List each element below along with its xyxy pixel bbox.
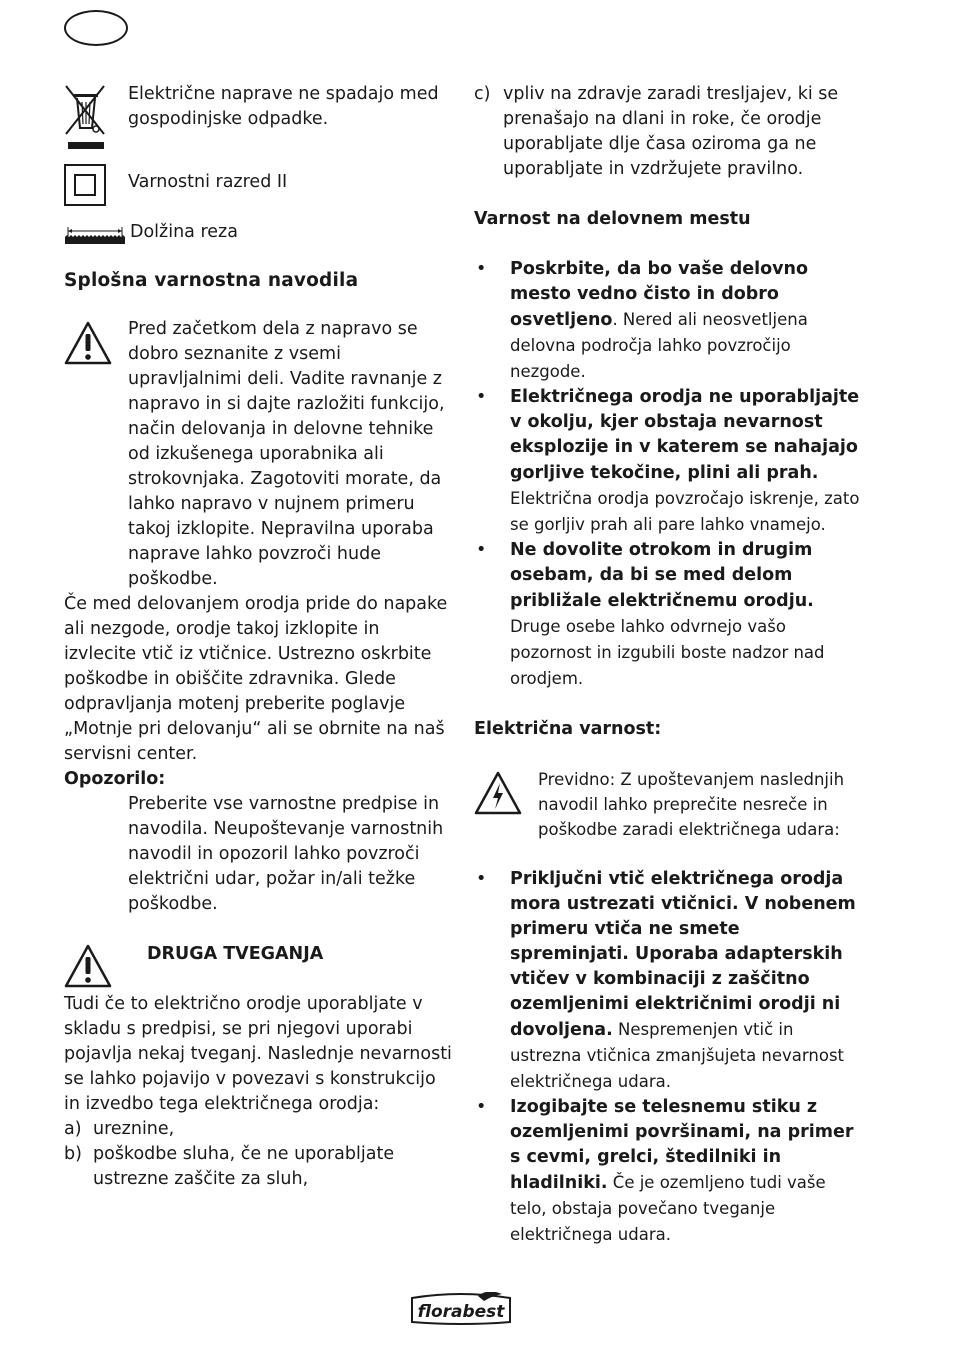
workplace-list xyxy=(474,257,864,692)
risk-item-letter: c) xyxy=(474,84,491,104)
risk-item-text: ureznine, xyxy=(93,1119,175,1139)
right-column xyxy=(474,82,864,1248)
druga-heading: DRUGA TVEGANJA xyxy=(147,944,324,964)
opozorilo-label: Opozorilo: xyxy=(64,769,166,789)
cut-length-text: Dolžina reza xyxy=(130,222,238,242)
workplace-item: • Ne dovolite otrokom in drugim osebam, da bi se med delom približale električnemu orodju. Druge osebe lahko odvrnejo vašo pozornost in izgubili boste nadzor nad orodjem. xyxy=(474,538,864,692)
general-safety-heading: Splošna varnostna navodila xyxy=(64,270,359,291)
risk-item xyxy=(64,1142,454,1192)
general-warning-block xyxy=(64,317,454,592)
class2-text: Varnostni razred II xyxy=(128,172,288,192)
language-badge xyxy=(64,10,128,46)
logo-text: florabest xyxy=(417,1302,505,1322)
risk-item-letter: a) xyxy=(64,1119,82,1139)
risk-item xyxy=(474,82,864,182)
crossed-bin-icon xyxy=(64,84,108,152)
electrical-list xyxy=(474,867,864,1248)
weee-text: Električne naprave ne spadajo med gospodinjske odpadke. xyxy=(128,84,439,129)
double-insulation-icon xyxy=(64,164,106,206)
risk-item-letter: b) xyxy=(64,1144,82,1164)
risk-item-text: poškodbe sluha, če ne uporabljate ustrezne zaščite za sluh, xyxy=(93,1144,395,1189)
druga-intro: Tudi če to električno orodje uporabljate v skladu s predpisi, se pri njegovi uporabi pojavlja nekaj tveganj. Naslednje nevarnosti se lahko pojavijo v povezavi s konstrukcijo in izvedbo tega električnega orodja: xyxy=(64,994,452,1114)
workplace-item: • Poskrbite, da bo vaše delovno mesto vedno čisto in dobro osvetljeno. Nered ali neosvetljena delovna področja lahko povzročijo nezgode. xyxy=(474,257,864,385)
warning-triangle-icon xyxy=(64,321,112,365)
electrical-caution-text: Previdno: Z upoštevanjem naslednjih navodil lahko preprečite nesreče in poškodbe zaradi električnega udara: xyxy=(538,770,845,839)
druga-heading-row xyxy=(64,942,454,992)
accident-paragraph: Če med delovanjem orodja pride do napake ali nezgode, orodje takoj izklopite in izvlecite vtič iz vtičnice. Ustrezno oskrbite poškodbe in obiščite zdravnika. Glede odpravljanja motenj preberite poglavje „Motnje pri delovanju“ ali se obrnite na naš servisni center. xyxy=(64,594,448,764)
florabest-logo xyxy=(406,1292,516,1326)
electrical-item: • Priključni vtič električnega orodja mora ustrezati vtičnici. V nobenem primeru vtiča ne smete spreminjati. Uporaba adapterskih vtičev v kombinaciji z zaščitno ozemljenimi električnimi orodji ni dovoljena. Nespremenjen vtič in ustrezna vtičnica zmanjšujeta nevarnost električnega udara. xyxy=(474,867,864,1095)
electrical-caution-block xyxy=(474,767,864,842)
cut-length-icon xyxy=(64,226,126,246)
left-column xyxy=(64,82,454,1192)
risk-item-text: vpliv na zdravje zaradi tresljajev, ki se prenašajo na dlani in roke, če orodje uporabljate dlje časa oziroma ga ne uporabljate in vzdržujete pravilno. xyxy=(503,84,839,179)
weee-row xyxy=(64,82,454,158)
electric-hazard-icon xyxy=(474,771,522,815)
opozorilo-text: Preberite vse varnostne predpise in navodila. Neupoštevanje varnostnih navodil in opozoril lahko povzroči električni udar, požar in/ali težke poškodbe. xyxy=(128,794,444,914)
workplace-heading: Varnost na delovnem mestu xyxy=(474,209,751,229)
workplace-item: • Električnega orodja ne uporabljajte v okolju, kjer obstaja nevarnost eksplozije in v katerem se nahajajo gorljive tekočine, plini ali prah. Električna orodja povzročajo iskrenje, zato se gorljiv prah ali pare lahko vnamejo. xyxy=(474,385,864,538)
general-warning-text: Pred začetkom dela z napravo se dobro seznanite z vsemi upravljalnimi deli. Vadite ravnanje z napravo in si dajte razložiti funkcijo, način delovanja in delovne tehnike od izkušenega uporabnika ali strokovnjaka. Zagotoviti morate, da lahko napravo v nujnem primeru takoj izklopite. Nepravilna uporaba naprave lahko povzroči hude poškodbe. xyxy=(128,319,445,589)
warning-triangle-icon xyxy=(64,944,112,988)
electrical-heading: Električna varnost: xyxy=(474,719,662,739)
electrical-item: • Izogibajte se telesnemu stiku z ozemljenimi površinami, na primer s cevmi, grelci, štedilniki in hladilniki. Če je ozemljeno tudi vaše telo, obstaja povečano tveganje električnega udara. xyxy=(474,1095,864,1248)
risk-item xyxy=(64,1117,454,1142)
class2-row xyxy=(64,170,454,220)
cut-length-row xyxy=(64,220,454,268)
